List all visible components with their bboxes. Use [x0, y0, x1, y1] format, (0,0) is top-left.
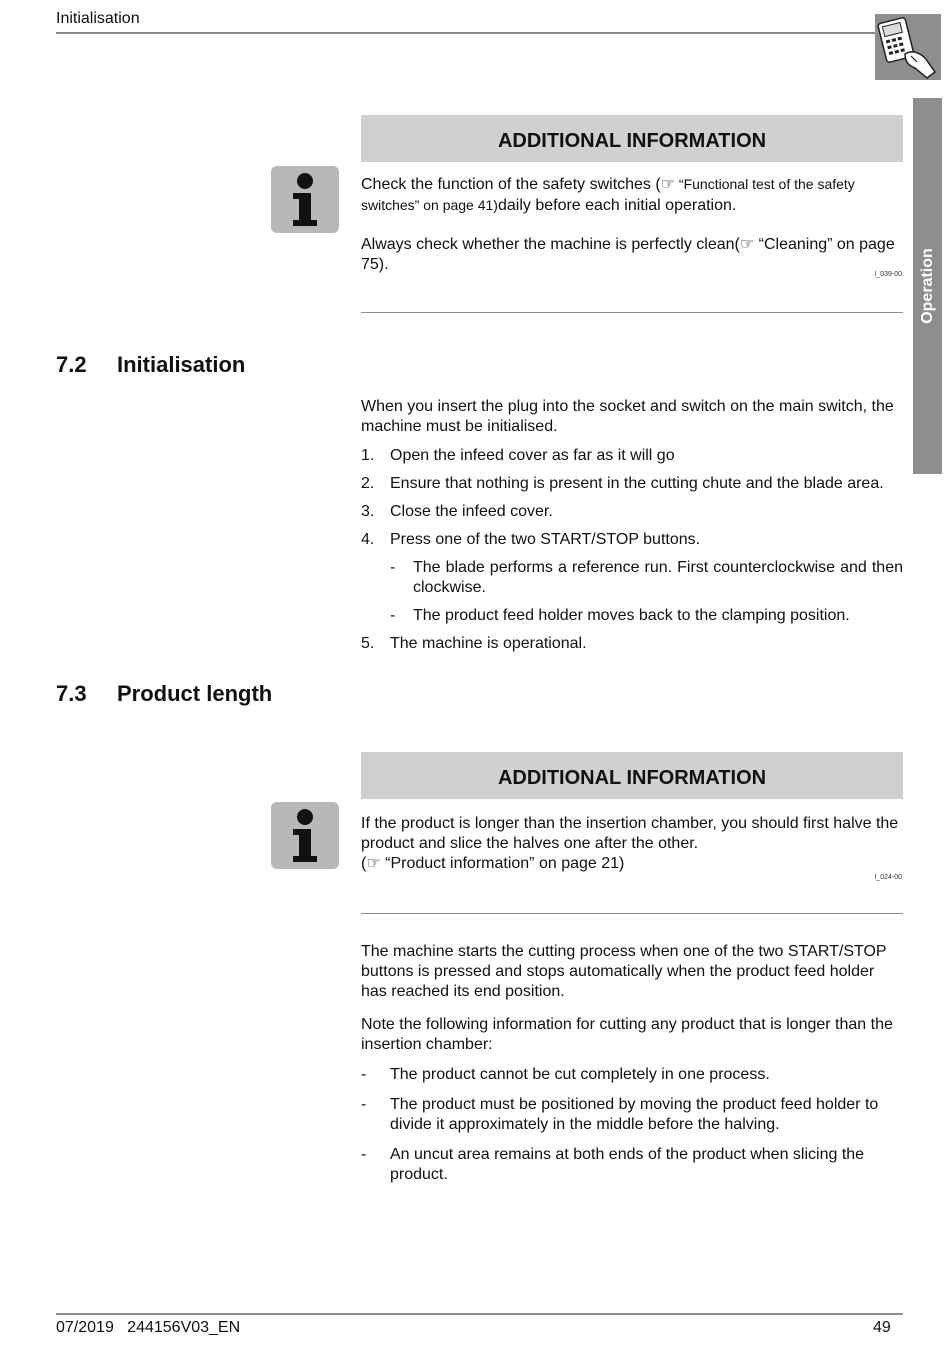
chapter-side-tab — [913, 98, 942, 474]
info-text-part: daily before each initial operation. — [497, 197, 737, 214]
section-7-3-paragraph-1: The machine starts the cutting process when one of the two START/STOP buttons is pressed and stops automatically when the product feed holder has reached its end position. — [361, 943, 887, 1000]
info-icon — [271, 166, 339, 233]
hand-holding-remote-control-icon — [875, 14, 941, 80]
info-box-1-heading: ADDITIONAL INFORMATION — [361, 115, 903, 162]
cross-reference-link[interactable]: “Functional test of the safety switches” on page 41) — [361, 176, 855, 213]
section-7-2-body — [361, 397, 903, 654]
footer-document-id: 07/2019 244156V03_EN — [56, 1319, 241, 1336]
info-box-2-paragraph: If the product is longer than the insertion chamber, you should first halve the product and slice the halves one after the other. — [361, 815, 899, 852]
list-item-text: Ensure that nothing is present in the cutting chute and the blade area. — [390, 475, 884, 492]
list-number: 2. — [361, 475, 375, 492]
section-title: Product length — [117, 681, 273, 706]
list-dash: - — [361, 1146, 367, 1163]
list-number: 4. — [361, 531, 375, 548]
side-tab-label: Operation — [918, 248, 936, 324]
list-dash: - — [390, 559, 396, 576]
info-box-1-paragraph-2 — [361, 235, 903, 275]
pointing-hand-icon: ☞ — [660, 176, 676, 193]
list-item-text: The product feed holder moves back to the clamping position. — [413, 607, 850, 624]
list-item-text: The product must be positioned by moving the product feed holder to divide it approximately in the middle before the halving. — [390, 1096, 879, 1133]
section-7-2-heading — [56, 352, 245, 378]
list-dash: - — [361, 1066, 367, 1083]
info-box-1-rule — [361, 312, 903, 313]
section-7-2-intro: When you insert the plug into the socket and switch on the main switch, the machine must be initialised. — [361, 398, 894, 435]
list-item-text: Open the infeed cover as far as it will go — [390, 447, 675, 464]
list-item — [361, 1145, 903, 1185]
pointing-hand-icon: ☞ — [739, 236, 755, 253]
info-box-2-heading: ADDITIONAL INFORMATION — [361, 752, 903, 799]
info-box-1-code: I_039-00 — [874, 271, 902, 278]
info-box-2-text — [361, 814, 903, 874]
list-item-text: Close the infeed cover. — [390, 503, 553, 520]
sub-list-item — [361, 606, 903, 626]
list-item-text: Press one of the two START/STOP buttons. — [390, 531, 701, 548]
list-item-text: The product cannot be cut completely in one process. — [390, 1066, 770, 1083]
info-box-2-reference — [361, 854, 903, 874]
list-dash: - — [390, 607, 396, 624]
page-number: 49 — [873, 1319, 891, 1336]
info-icon — [271, 802, 339, 869]
list-item — [361, 446, 903, 466]
cross-reference-link[interactable]: “Cleaning” on page 75). — [361, 236, 895, 273]
info-box-1-paragraph-1 — [361, 174, 903, 216]
list-item — [361, 1095, 903, 1135]
list-number: 1. — [361, 447, 375, 464]
list-item — [361, 502, 903, 522]
footer-rule — [56, 1313, 903, 1315]
info-box-2-code: I_024-00 — [874, 874, 902, 881]
section-number: 7.2 — [56, 352, 87, 377]
section-7-3-body — [361, 942, 903, 1185]
section-7-3-paragraph-2: Note the following information for cutting any product that is longer than the insertion chamber: — [361, 1016, 893, 1053]
list-number: 5. — [361, 635, 375, 652]
info-box-1-text — [361, 174, 903, 275]
cross-reference-link[interactable]: “Product information” on page 21) — [380, 855, 625, 872]
list-dash: - — [361, 1096, 367, 1113]
list-item — [361, 530, 903, 550]
list-item-text: The machine is operational. — [390, 635, 587, 652]
list-item — [361, 634, 903, 654]
sub-list-item — [361, 558, 903, 598]
header-rule — [56, 32, 876, 34]
list-item-text: An uncut area remains at both ends of the product when slicing the product. — [390, 1146, 865, 1183]
info-text-part: Always check whether the machine is perfectly clean( — [361, 236, 740, 253]
list-item — [361, 1065, 903, 1085]
info-box-2-rule — [361, 913, 903, 914]
running-header-title: Initialisation — [56, 10, 140, 27]
section-7-3-heading — [56, 681, 272, 707]
list-item — [361, 474, 903, 494]
section-title: Initialisation — [117, 352, 246, 377]
info-text-part: ( — [361, 855, 367, 872]
info-text-part: Check the function of the safety switches ( — [361, 176, 661, 193]
pointing-hand-icon: ☞ — [366, 855, 381, 872]
section-number: 7.3 — [56, 681, 87, 706]
list-item-text: The blade performs a reference run. First counterclockwise and then clockwise. — [413, 559, 903, 596]
list-number: 3. — [361, 503, 375, 520]
